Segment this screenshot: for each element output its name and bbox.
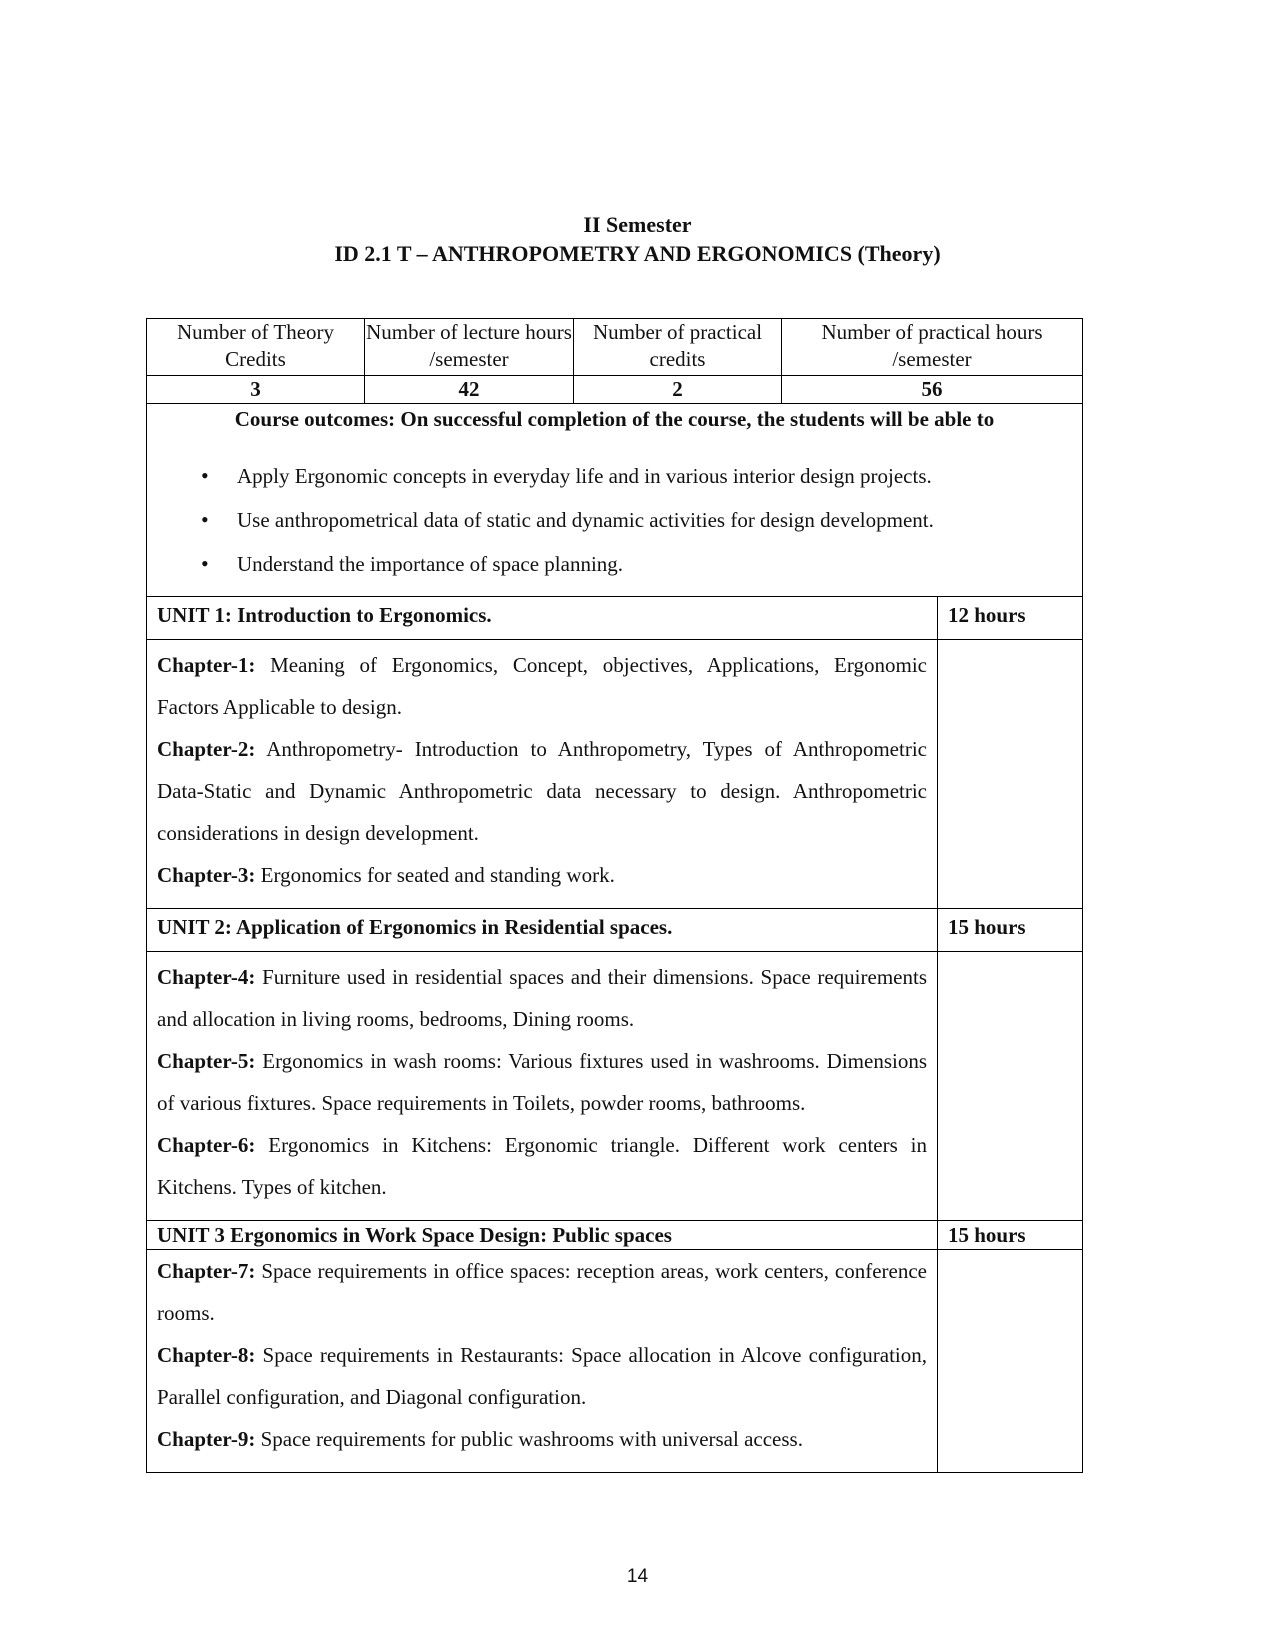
chapter-text: Ergonomics in Kitchens: Ergonomic triangle. Different work centers in Kitchens. Types of kitchen. bbox=[157, 1133, 927, 1199]
unit-1-hours: 12 hours bbox=[938, 597, 1083, 640]
chapter-text: Anthropometry- Introduction to Anthropometry, Types of Anthropometric Data-Static and Dynamic Anthropometric data necessary to design. Anthropometric considerations in design development. bbox=[157, 737, 927, 845]
chapter-8 bbox=[157, 1334, 927, 1418]
chapter-label: Chapter-5: bbox=[157, 1049, 256, 1073]
unit-1-body-row bbox=[147, 640, 1083, 909]
outcomes-table bbox=[146, 401, 1083, 597]
chapter-text: Space requirements in Restaurants: Space allocation in Alcove configuration, Parallel configuration, and Diagonal configuration. bbox=[157, 1343, 927, 1409]
chapter-text: Space requirements in office spaces: reception areas, work centers, conference rooms. bbox=[157, 1259, 927, 1325]
chapter-label: Chapter-3: bbox=[157, 863, 256, 887]
credits-table bbox=[146, 318, 1083, 404]
unit-1-hours-blank bbox=[938, 640, 1083, 909]
chapter-9 bbox=[157, 1418, 927, 1460]
unit-1-body bbox=[147, 640, 938, 909]
chapter-text: Ergonomics in wash rooms: Various fixtures used in washrooms. Dimensions of various fixtures. Space requirements in Toilets, powder rooms, bathrooms. bbox=[157, 1049, 927, 1115]
header-practical-hours: Number of practical hours /semester bbox=[782, 319, 1083, 376]
chapter-label: Chapter-6: bbox=[157, 1133, 256, 1157]
unit-2-hours-blank bbox=[938, 952, 1083, 1221]
page-number: 14 bbox=[626, 1566, 649, 1587]
value-lecture-hours: 42 bbox=[365, 376, 574, 404]
unit-3-title: UNIT 3 Ergonomics in Work Space Design: Public spaces bbox=[147, 1221, 938, 1250]
unit-3-hours: 15 hours bbox=[938, 1221, 1083, 1250]
unit-2-body bbox=[147, 952, 938, 1221]
chapter-label: Chapter-4: bbox=[157, 965, 256, 989]
chapter-text: Furniture used in residential spaces and their dimensions. Space requirements and allocation in living rooms, bedrooms, Dining rooms. bbox=[157, 965, 927, 1031]
value-practical-hours: 56 bbox=[782, 376, 1083, 404]
course-title: ID 2.1 T – ANTHROPOMETRY AND ERGONOMICS (Theory) bbox=[334, 241, 941, 266]
header-practical-credits: Number of practical credits bbox=[574, 319, 782, 376]
chapter-label: Chapter-7: bbox=[157, 1259, 256, 1283]
chapter-text: Space requirements for public washrooms with universal access. bbox=[255, 1427, 803, 1451]
chapter-1 bbox=[157, 644, 927, 728]
chapter-7 bbox=[157, 1250, 927, 1334]
units-table bbox=[146, 596, 1083, 1473]
semester-heading: II Semester bbox=[583, 212, 692, 237]
chapter-label: Chapter-1: bbox=[157, 653, 256, 677]
chapter-label: Chapter-9: bbox=[157, 1427, 256, 1451]
header-theory-credits: Number of Theory Credits bbox=[147, 319, 365, 376]
unit-2-hours: 15 hours bbox=[938, 909, 1083, 952]
unit-3-body-row bbox=[147, 1250, 1083, 1473]
list-item: • Understand the importance of space planning. bbox=[237, 542, 1082, 586]
outcomes-cell bbox=[147, 401, 1083, 597]
unit-2-header-row bbox=[147, 909, 1083, 952]
list-item: • Apply Ergonomic concepts in everyday life and in various interior design projects. bbox=[237, 454, 1082, 498]
unit-2-title: UNIT 2: Application of Ergonomics in Residential spaces. bbox=[147, 909, 938, 952]
chapter-5 bbox=[157, 1040, 927, 1124]
outcomes-list bbox=[147, 454, 1082, 586]
unit-3-hours-blank bbox=[938, 1250, 1083, 1473]
unit-1-header-row bbox=[147, 597, 1083, 640]
chapter-label: Chapter-2: bbox=[157, 737, 256, 761]
unit-1-title: UNIT 1: Introduction to Ergonomics. bbox=[147, 597, 938, 640]
unit-3-body bbox=[147, 1250, 938, 1473]
unit-2-body-row bbox=[147, 952, 1083, 1221]
value-theory-credits: 3 bbox=[147, 376, 365, 404]
chapter-3 bbox=[157, 854, 927, 896]
chapter-label: Chapter-8: bbox=[157, 1343, 256, 1367]
chapter-2 bbox=[157, 728, 927, 854]
chapter-text: Meaning of Ergonomics, Concept, objectives, Applications, Ergonomic Factors Applicable to design. bbox=[157, 653, 927, 719]
list-item: • Use anthropometrical data of static and dynamic activities for design development. bbox=[237, 498, 1082, 542]
unit-3-header-row bbox=[147, 1221, 1083, 1250]
header-lecture-hours: Number of lecture hours /semester bbox=[365, 319, 574, 376]
chapter-4 bbox=[157, 956, 927, 1040]
outcomes-title: Course outcomes: On successful completion of the course, the students will be able to bbox=[234, 407, 995, 431]
chapter-6 bbox=[157, 1124, 927, 1208]
value-practical-credits: 2 bbox=[574, 376, 782, 404]
chapter-text: Ergonomics for seated and standing work. bbox=[255, 863, 615, 887]
